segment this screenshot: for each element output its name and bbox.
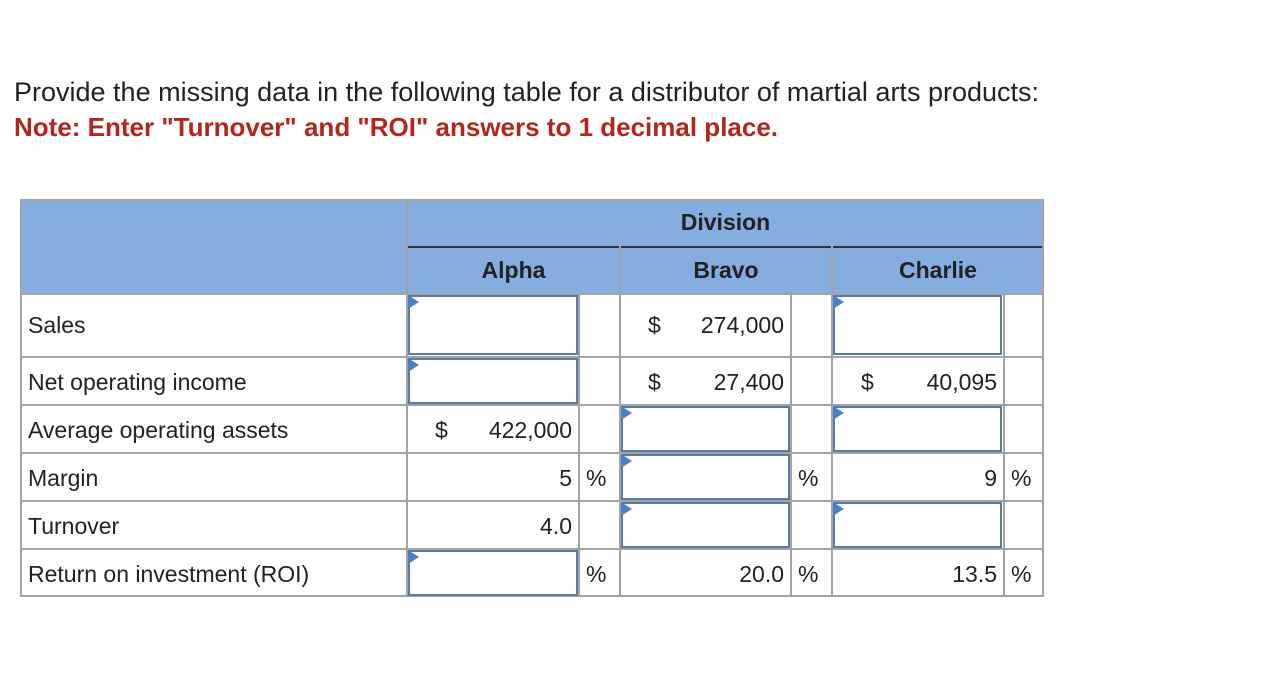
alpha-subsep — [578, 294, 580, 597]
bravo-assets-input[interactable] — [621, 406, 790, 452]
alpha-margin-value: 5 — [559, 465, 572, 491]
question-prompt: Provide the missing data in the following table for a distributor of martial arts products: — [14, 77, 1039, 107]
table-border-right — [1042, 199, 1044, 597]
division-header: Division — [680, 209, 771, 235]
row-label-roi: Return on investment (ROI) — [28, 561, 310, 587]
column-header-alpha: Alpha — [481, 257, 546, 283]
row-label-net-operating-income: Net operating income — [28, 369, 247, 395]
alpha-roi-percent: % — [586, 561, 607, 587]
table-border-top — [20, 199, 1044, 201]
division-divider — [407, 246, 1044, 248]
charlie-roi-percent: % — [1011, 561, 1032, 587]
bravo-subsep — [790, 294, 792, 597]
bravo-noi-currency: $ — [648, 369, 661, 395]
column-header-charlie: Charlie — [899, 257, 977, 283]
division-table — [20, 199, 1044, 597]
charlie-turnover-input[interactable] — [833, 502, 1002, 548]
alpha-turnover-value: 4.0 — [540, 513, 572, 539]
bravo-roi-value: 20.0 — [739, 561, 784, 587]
charlie-sales-input[interactable] — [833, 295, 1002, 355]
table-border-left — [20, 199, 22, 597]
alpha-sales-input[interactable] — [408, 295, 578, 355]
charlie-roi-value: 13.5 — [952, 561, 997, 587]
header-label-area — [20, 199, 407, 294]
row-label-sales: Sales — [28, 312, 86, 338]
row-label-turnover: Turnover — [28, 513, 120, 539]
charlie-noi-value: 40,095 — [926, 369, 997, 395]
bravo-sales-value: 274,000 — [700, 312, 784, 338]
charlie-noi-currency: $ — [861, 369, 874, 395]
bravo-turnover-input[interactable] — [621, 502, 790, 548]
charlie-subsep — [1003, 294, 1005, 597]
alpha-roi-input[interactable] — [408, 550, 578, 596]
alpha-margin-percent: % — [586, 465, 607, 491]
charlie-margin-value: 9 — [984, 465, 997, 491]
row-sep-3 — [20, 452, 1044, 454]
bravo-margin-percent: % — [798, 465, 819, 491]
alpha-noi-input[interactable] — [408, 358, 578, 404]
bravo-noi-value: 27,400 — [713, 369, 784, 395]
charlie-margin-percent: % — [1011, 465, 1032, 491]
charlie-assets-input[interactable] — [833, 406, 1002, 452]
answer-note: Note: Enter "Turnover" and "ROI" answers to 1 decimal place. — [14, 112, 779, 142]
column-header-bravo: Bravo — [693, 257, 759, 283]
bravo-roi-percent: % — [798, 561, 819, 587]
row-label-margin: Margin — [28, 465, 99, 491]
alpha-assets-currency: $ — [435, 417, 448, 443]
row-label-average-operating-assets: Average operating assets — [28, 417, 289, 443]
bravo-sales-currency: $ — [648, 312, 661, 338]
alpha-assets-value: 422,000 — [488, 417, 572, 443]
bravo-margin-input[interactable] — [621, 454, 790, 500]
